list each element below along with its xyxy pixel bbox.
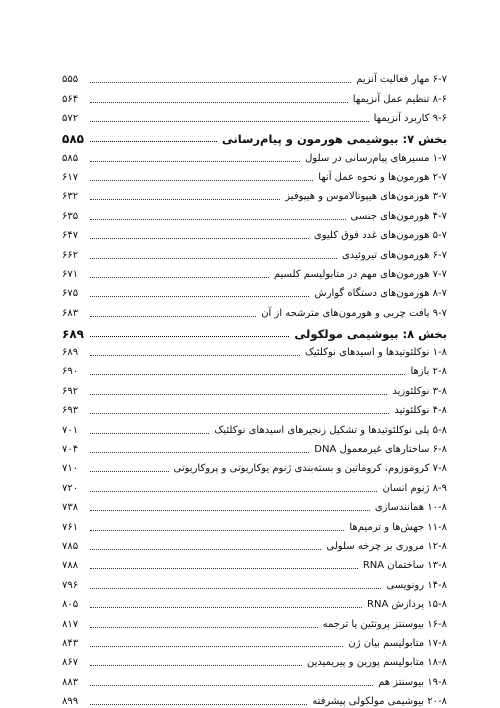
toc-entry [62,359,447,378]
toc-page-number: ۶۷۱ [62,268,79,280]
toc-entry [62,417,447,436]
toc-page-number: ۷۰۴ [62,444,79,456]
toc-entry [62,281,447,300]
toc-entry-title: بخش ۸: بیوشیمی مولکولی [294,326,447,341]
toc-page-number: ۶۴۷ [62,230,79,242]
dot-leader [90,432,209,434]
toc-section-heading [62,125,447,145]
toc-entry-title: بخش ۷: بیوشیمی هورمون و پیام‌رسانی [221,132,447,147]
toc-entry [62,437,447,456]
dot-leader [90,295,309,297]
toc-page-number: ۷۲۰ [62,482,79,494]
dot-leader [90,703,307,705]
toc-page-number: ۷۰۱ [62,424,79,436]
toc-entry-title: ۲-۷ هورمون‌ها و نحوه عمل آنها [318,171,447,183]
dot-leader [90,101,348,103]
toc-entry-title: ۵-۷ هورمون‌های غدد فوق کلیوی [313,230,447,242]
toc-entry-title: ۱۰-۸ همانندسازی [374,502,447,514]
toc-entry [62,572,447,591]
dot-leader [90,373,405,375]
toc-page-number: ۸۴۳ [62,637,79,649]
toc-entry [62,456,447,475]
toc-page-number: ۶۷۵ [62,288,79,300]
toc-page-number: ۶۸۹ [62,347,79,359]
toc-entry [62,165,447,184]
toc-entry-title: ۲۰-۸ بیوشیمی مولکولی پیشرفته [312,696,447,708]
dot-leader [90,120,369,122]
toc-entry [62,669,447,688]
toc-entry [62,340,447,359]
toc-page-number: ۶۹۳ [62,405,79,417]
toc-page-number: ۷۹۶ [62,579,79,591]
toc-entry-title: ۸-۶ تنظیم عمل آنزیمها [352,93,447,105]
toc-entry-title: ۱-۷ مسیرهای پیام‌رسانی در سلول [305,152,447,164]
dot-leader [90,451,309,453]
dot-leader [90,567,358,569]
dot-leader [90,354,300,356]
toc-page-number: ۶۶۲ [62,249,79,261]
toc-page-number: ۶۸۳ [62,307,79,319]
toc-entry [62,300,447,319]
dot-leader [90,664,302,666]
dot-leader [90,548,321,550]
toc-page-number: ۸۸۳ [62,676,79,688]
toc-page-number: ۵۷۲ [62,113,79,125]
toc-entry [62,514,447,533]
toc-entry [62,203,447,222]
toc-entry [62,145,447,164]
toc-page-number: ۷۸۵ [62,540,79,552]
dot-leader [90,198,280,200]
dot-leader [90,335,289,337]
toc-entry-title: ۴-۷ هورمون‌های جنسی [350,210,447,222]
toc-entry-title: ۱۲-۸ مروری بر چرخه سلولی [326,540,447,552]
toc-entry [62,106,447,125]
toc-page-number: ۵۶۴ [62,93,79,105]
toc-section-heading [62,320,447,340]
toc-page-number: ۷۸۸ [62,560,79,572]
toc-page-number: ۶۳۵ [62,210,79,222]
toc-entry [62,689,447,708]
dot-leader [90,276,269,278]
dot-leader [90,412,389,414]
toc-entry-title: ۱۶-۸ بیوسنتز پروتئین یا ترجمه [322,618,447,630]
toc-page-number: ۷۳۸ [62,502,79,514]
toc-entry-title: ۸-۹ ژنوم انسان [382,482,447,494]
toc-entry-title: ۷-۸ کروموزوم، کروماتین و بسته‌بندی ژنوم یوکاریوتی و پروکاریوتی [173,463,447,475]
dot-leader [90,587,381,589]
toc-page-number: ۸۶۷ [62,657,79,669]
toc-entry-title: ۱۳-۸ ساختمان RNA [362,560,447,572]
toc-entry [62,262,447,281]
toc-page-number: ۵۸۵ [62,152,79,164]
toc-entry [62,86,447,105]
toc-entry-title: ۶-۸ ساختارهای غیرمعمول DNA [314,444,447,456]
toc-entry-title: ۴-۸ نوکلئوتید [394,405,447,417]
toc-entry-title: ۱۹-۸ بیوسنتز هم [378,676,447,688]
toc-page-number: ۸۰۵ [62,599,79,611]
toc-page-number: ۸۱۷ [62,618,79,630]
toc-entry [62,611,447,630]
toc-page-number: ۷۶۱ [62,521,79,533]
dot-leader [90,626,318,628]
toc-entry-title: ۱۷-۸ متابولیسم بیان ژن [348,637,447,649]
toc-entry [62,534,447,553]
toc-entry-title: ۱۸-۸ متابولیسم پورین و پیریمیدین [306,657,447,669]
dot-leader [90,470,169,472]
dot-leader [90,509,370,511]
toc-page-number: ۸۹۹ [62,696,79,708]
toc-entry-title: ۱۱-۸ جهش‌ها و ترمیم‌ها [349,521,447,533]
dot-leader [90,490,377,492]
dot-leader [90,645,343,647]
toc-page-number: ۵۵۵ [62,74,79,86]
dot-leader [90,179,313,181]
toc-entry [62,242,447,261]
dot-leader [90,237,309,239]
toc-entry-title: ۳-۷ هورمون‌های هیپوتالاموس و هیپوفیز [285,191,447,203]
toc-entry-title: ۱۴-۸ رونویسی [386,579,447,591]
toc-page-number: ۶۱۷ [62,171,79,183]
dot-leader [90,160,300,162]
toc-page-number: ۶۳۲ [62,191,79,203]
dot-leader [90,529,344,531]
table-of-contents [62,67,447,708]
toc-entry-title: ۳-۸ نوکلئوزید [392,385,447,397]
toc-entry-title: ۱۵-۸ پردازش RNA [367,599,447,611]
dot-leader [90,684,373,686]
toc-page-number: ۵۸۵ [62,132,84,147]
toc-entry-title: ۶-۷ مهار فعالیت آنزیم [356,74,447,86]
toc-entry-title: ۵-۸ پلی نوکلئوتیدها و تشکیل زنجیرهای اسیدهای نوکلئیک [214,424,447,436]
toc-entry [62,67,447,86]
dot-leader [90,81,351,83]
toc-entry [62,495,447,514]
dot-leader [90,257,337,259]
dot-leader [90,140,217,142]
dot-leader [90,393,387,395]
toc-entry [62,398,447,417]
dot-leader [90,218,346,220]
toc-entry [62,592,447,611]
toc-entry-title: ۹-۷ بافت چربی و هورمون‌های مترشحه از آن [261,307,447,319]
toc-page-number: ۶۹۰ [62,366,79,378]
toc-page-number: ۷۱۰ [62,463,79,475]
toc-entry-title: ۹-۶ کاربرد آنزیمها [373,113,447,125]
dot-leader [90,315,256,317]
toc-entry-title: ۶-۷ هورمون‌های تیروئیدی [341,249,447,261]
toc-page-number: ۶۹۲ [62,385,79,397]
toc-entry [62,475,447,494]
toc-page-number: ۶۸۹ [62,326,84,341]
toc-entry [62,650,447,669]
toc-entry-title: ۸-۷ هورمون‌های دستگاه گوارش [314,288,447,300]
dot-leader [90,606,362,608]
toc-entry [62,553,447,572]
toc-entry-title: ۷-۷ هورمون‌های مهم در متابولیسم کلسیم [273,268,447,280]
toc-entry [62,378,447,397]
toc-entry [62,223,447,242]
toc-entry [62,184,447,203]
toc-entry [62,631,447,650]
toc-entry-title: ۲-۸ بازها [410,366,447,378]
toc-entry-title: ۱-۸ نوکلئوتیدها و اسیدهای نوکلئیک [304,347,447,359]
